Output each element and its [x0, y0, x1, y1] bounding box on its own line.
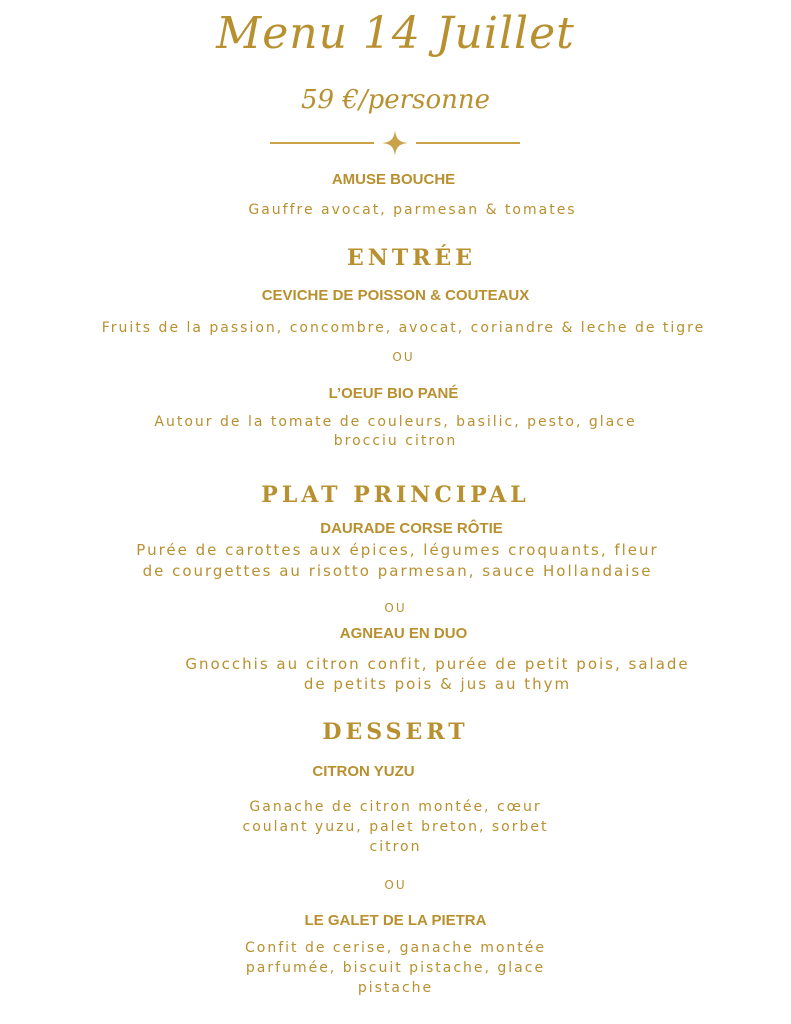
dessert-dish-2-description-line3: pistache: [357, 980, 434, 996]
menu-price: 59 €/personne: [301, 85, 490, 115]
entree-dish-1-title: CEVICHE DE POISSON & COUTEAUX: [261, 287, 530, 304]
entree-dish-1-description: Fruits de la passion, concombre, avocat, coriandre & leche de tigre: [101, 320, 706, 336]
entree-dish-2-description-line1: Autour de la tomate de couleurs, basilic, pesto, glace: [154, 414, 637, 430]
dessert-dish-2-description-line1: Confit de cerise, ganache montée: [244, 940, 547, 956]
entree-dish-2-title: L’OEUF BIO PANÉ: [328, 385, 459, 402]
four-point-star-icon: [382, 130, 408, 156]
divider-left: [270, 142, 374, 144]
plat-dish-1-description-line2: de courgettes au risotto parmesan, sauce Hollandaise: [142, 562, 653, 580]
entree-dish-2-description-line2: brocciu citron: [333, 433, 458, 449]
entree-or-separator: OU: [392, 350, 415, 364]
dessert-dish-1-description-line2: coulant yuzu, palet breton, sorbet: [242, 819, 549, 835]
dessert-dish-1-description-line1: Ganache de citron montée, cœur: [249, 799, 542, 815]
plat-dish-2-title: AGNEAU EN DUO: [339, 625, 468, 642]
plat-or-separator: OU: [384, 601, 407, 615]
dessert-dish-2-description-line2: parfumée, biscuit pistache, glace: [245, 960, 546, 976]
menu-title: Menu 14 Juillet: [216, 8, 575, 59]
plat-dish-2-description-line1: Gnocchis au citron confit, purée de petit pois, salade: [185, 655, 690, 673]
plat-dish-2-description-line2: de petits pois & jus au thym: [303, 675, 572, 693]
dessert-dish-1-title: CITRON YUZU: [312, 763, 415, 780]
dessert-dish-2-title: LE GALET DE LA PIETRA: [304, 912, 487, 929]
amuse-bouche-description: Gauffre avocat, parmesan & tomates: [248, 202, 577, 218]
entree-heading: ENTRÉE: [346, 245, 477, 271]
plat-heading: PLAT PRINCIPAL: [261, 482, 530, 508]
divider-right: [416, 142, 520, 144]
plat-dish-1-description-line1: Purée de carottes aux épices, légumes croquants, fleur: [136, 541, 659, 559]
amuse-bouche-title: AMUSE BOUCHE: [331, 171, 456, 188]
plat-dish-1-title: DAURADE CORSE RÔTIE: [320, 520, 503, 537]
dessert-dish-1-description-line3: citron: [369, 839, 422, 855]
dessert-or-separator: OU: [384, 878, 407, 892]
dessert-heading: DESSERT: [322, 719, 469, 745]
